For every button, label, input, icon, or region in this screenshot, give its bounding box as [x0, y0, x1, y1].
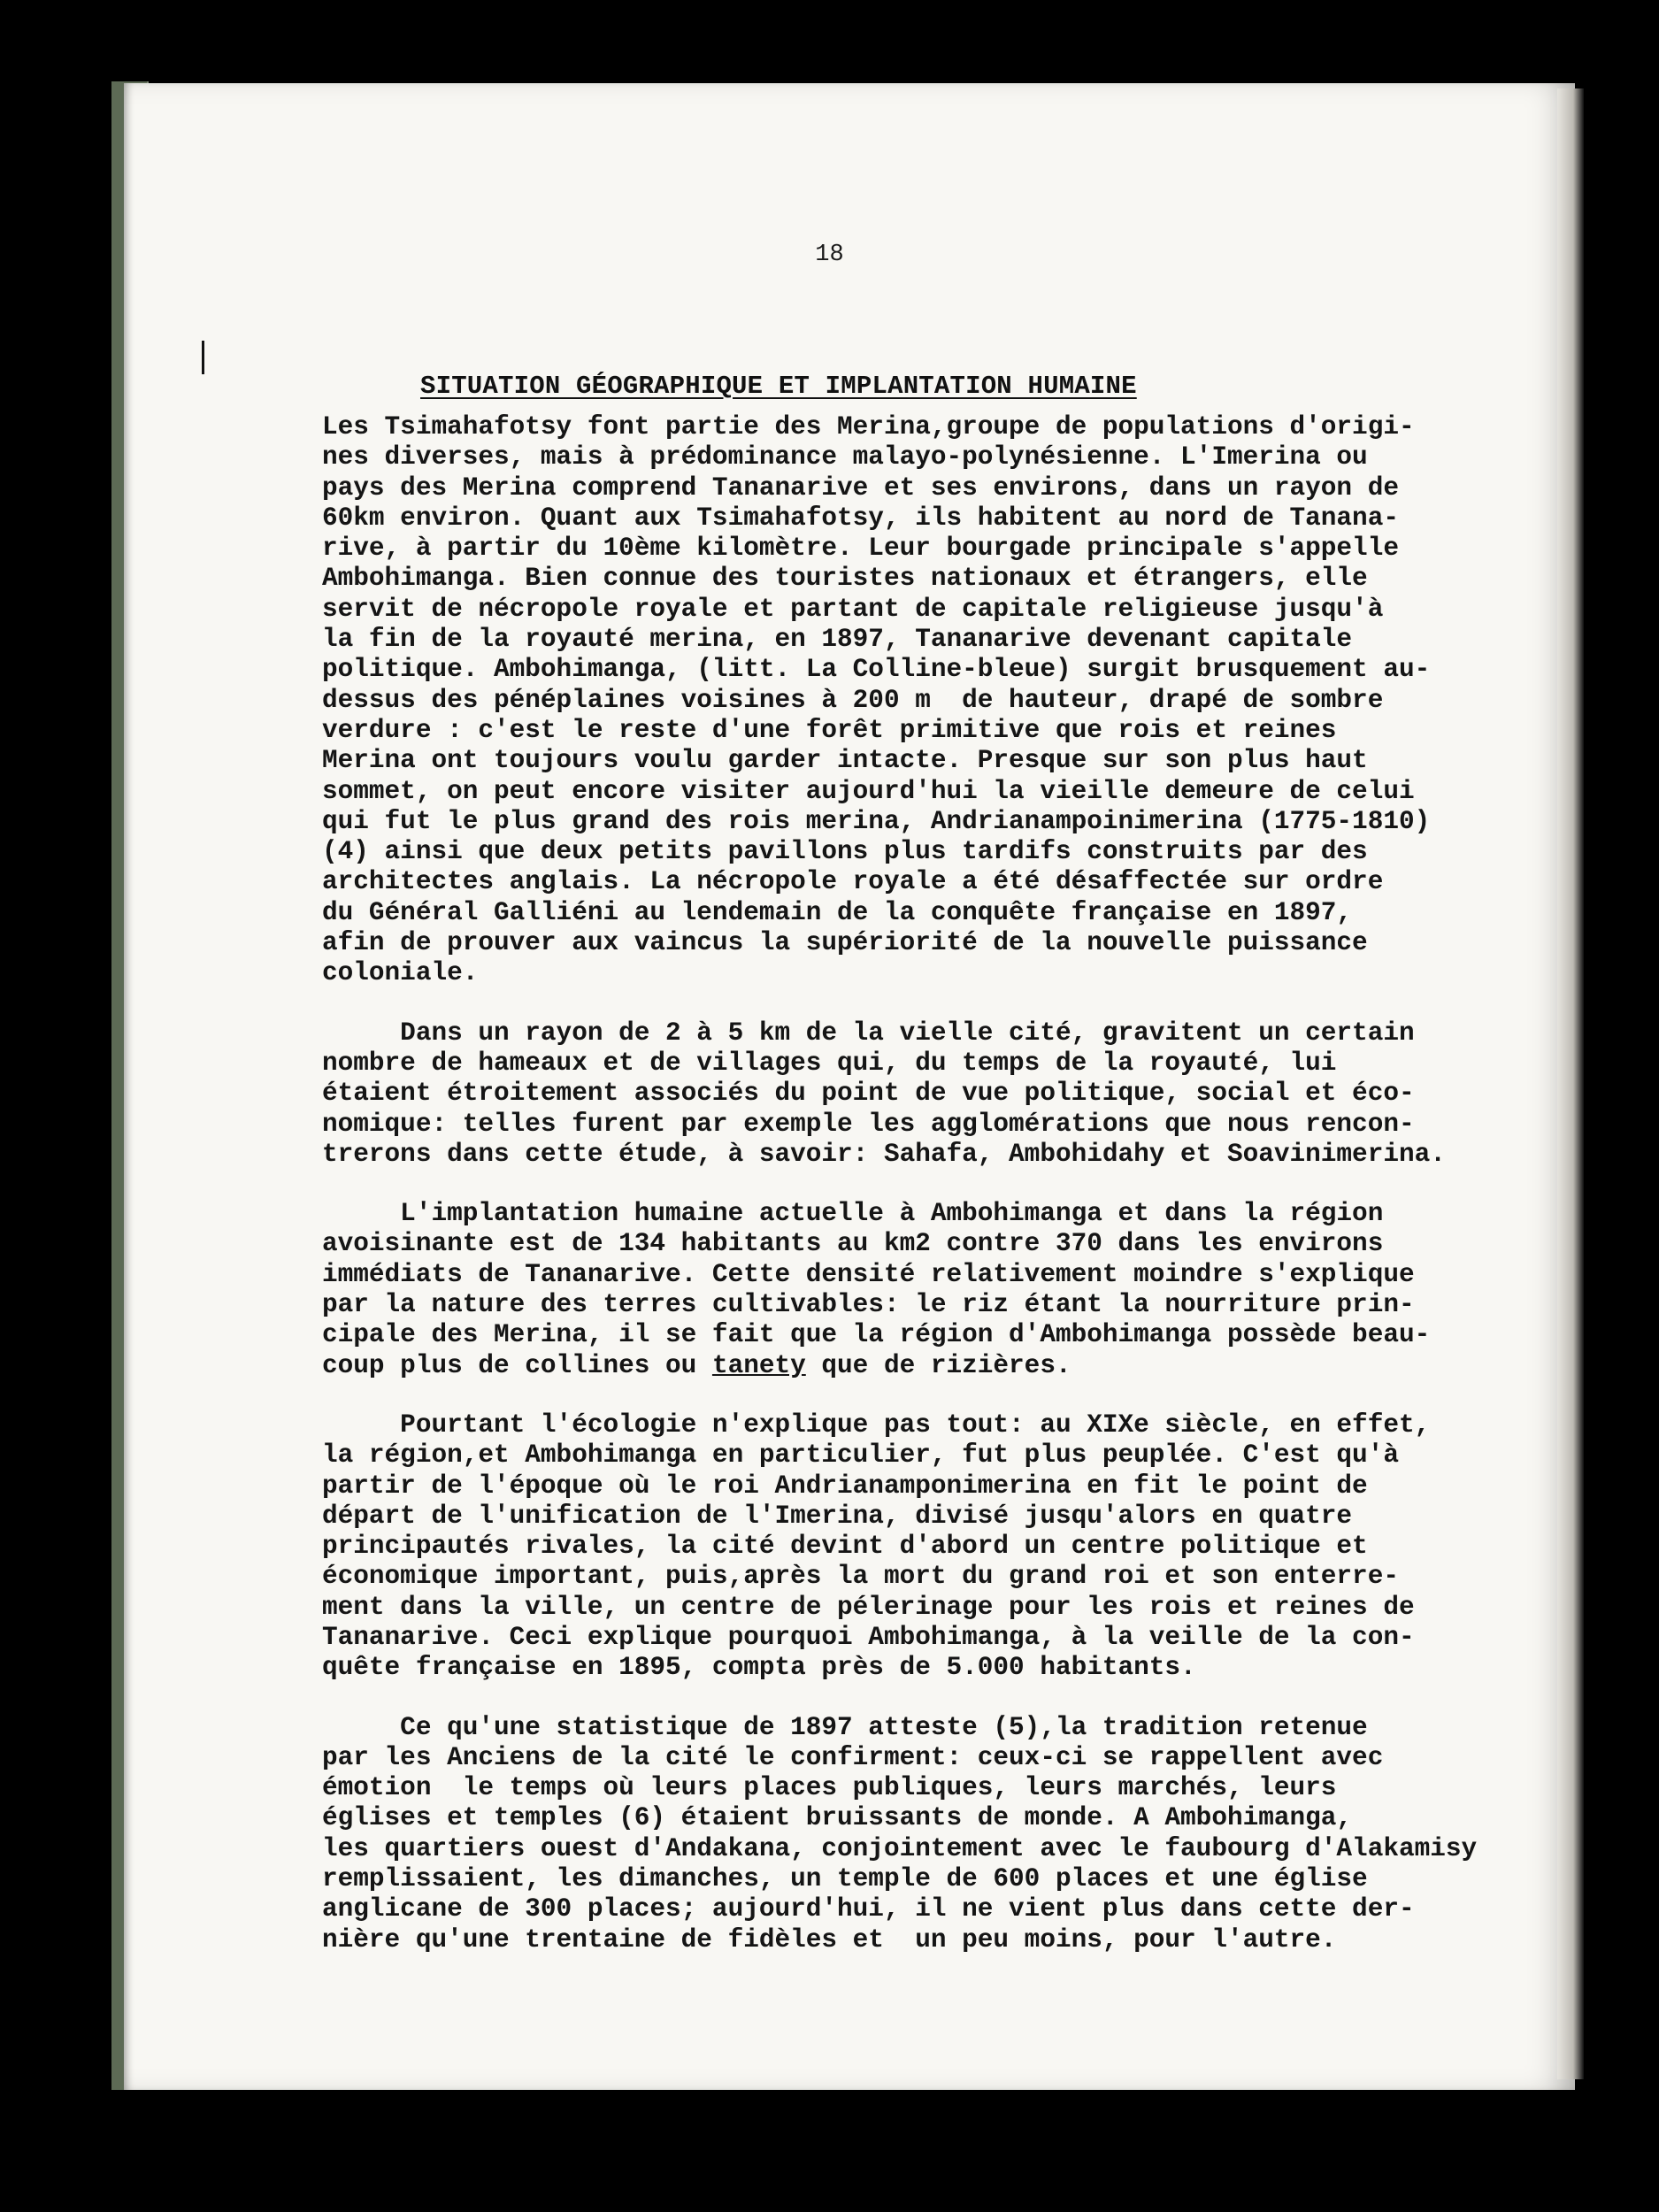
text-line: Les Tsimahafotsy font partie des Merina,groupe de populations d'origi- — [322, 412, 1415, 442]
text-line: remplissaient, les dimanches, un temple de 600 places et une église — [322, 1864, 1368, 1894]
text-line: les quartiers ouest d'Andakana, conjointement avec le faubourg d'Alakamisy — [322, 1833, 1478, 1863]
text-line: (4) ainsi que deux petits pavillons plus tardifs construits par des — [322, 837, 1368, 867]
text-line: rive, à partir du 10ème kilomètre. Leur bourgade principale s'appelle — [322, 534, 1399, 564]
text-line: Ce qu'une statistique de 1897 atteste (5),la tradition retenue — [322, 1712, 1368, 1742]
page-curl-shadow — [1557, 88, 1584, 2079]
text-line: églises et temples (6) étaient bruissants de monde. A Ambohimanga, — [322, 1803, 1353, 1833]
text-line: trerons dans cette étude, à savoir: Sahafa, Ambohidahy et Soavinimerina. — [322, 1139, 1446, 1169]
text-line: principautés rivales, la cité devint d'abord un centre politique et — [322, 1532, 1368, 1562]
margin-mark — [202, 341, 204, 374]
paragraph-3 — [322, 1199, 1472, 1381]
text-line: par la nature des terres cultivables: le riz étant la nourriture prin- — [322, 1290, 1415, 1320]
text-line: nes diverses, mais à prédominance malayo-polynésienne. L'Imerina ou — [322, 442, 1368, 472]
text-line: avoisinante est de 134 habitants au km2 contre 370 dans les environs — [322, 1229, 1384, 1259]
text-line: anglicane de 300 places; aujourd'hui, il ne vient plus dans cette der- — [322, 1894, 1415, 1924]
text-line: la région,et Ambohimanga en particulier, fut plus peuplée. C'est qu'à — [322, 1440, 1399, 1471]
text-line: qui fut le plus grand des rois merina, Andrianampoinimerina (1775-1810) — [322, 806, 1431, 836]
text-line: coup plus de collines ou tanety que de rizières. — [322, 1350, 1071, 1380]
text-line: nière qu'une trentaine de fidèles et un peu moins, pour l'autre. — [322, 1924, 1337, 1955]
page-number: 18 — [815, 242, 844, 268]
text-line: Tananarive. Ceci explique pourquoi Ambohimanga, à la veille de la con- — [322, 1622, 1415, 1652]
section-title: SITUATION GÉOGRAPHIQUE ET IMPLANTATION HUMAINE — [420, 372, 1137, 401]
text-line: économique important, puis,après la mort du grand roi et son enterre- — [322, 1562, 1399, 1592]
text-line: dessus des pénéplaines voisines à 200 m de hauteur, drapé de sombre — [322, 685, 1384, 715]
text-line: départ de l'unification de l'Imerina, divisé jusqu'alors en quatre — [322, 1501, 1353, 1531]
text-line: quête française en 1895, compta près de 5.000 habitants. — [322, 1653, 1196, 1683]
text-line: servit de nécropole royale et partant de capitale religieuse jusqu'à — [322, 594, 1384, 624]
text-line: ment dans la ville, un centre de pélerinage pour les rois et reines de — [322, 1592, 1415, 1622]
paragraph-4 — [322, 1410, 1472, 1684]
text-line: L'implantation humaine actuelle à Ambohimanga et dans la région — [322, 1199, 1384, 1229]
text-line: du Général Galliéni au lendemain de la conquête française en 1897, — [322, 897, 1353, 927]
text-line: Pourtant l'écologie n'explique pas tout: au XIXe siècle, en effet, — [322, 1409, 1431, 1440]
text-line: la fin de la royauté merina, en 1897, Tananarive devenant capitale — [322, 625, 1353, 655]
text-line: afin de prouver aux vaincus la supériorité de la nouvelle puissance — [322, 928, 1368, 958]
text-line: immédiats de Tananarive. Cette densité relativement moindre s'explique — [322, 1259, 1415, 1289]
text-line: Dans un rayon de 2 à 5 km de la vielle cité, gravitent un certain — [322, 1018, 1415, 1048]
text-line: nombre de hameaux et de villages qui, du temps de la royauté, lui — [322, 1048, 1337, 1078]
text-line: verdure : c'est le reste d'une forêt primitive que rois et reines — [322, 715, 1337, 745]
paragraph-5 — [322, 1712, 1478, 1955]
text-line: 60km environ. Quant aux Tsimahafotsy, ils habitent au nord de Tanana- — [322, 503, 1399, 533]
body-text — [322, 412, 1478, 1955]
text-line: architectes anglais. La nécropole royale a été désaffectée sur ordre — [322, 867, 1384, 897]
paragraph-1 — [322, 412, 1472, 989]
text-line: Ambohimanga. Bien connue des touristes nationaux et étrangers, elle — [322, 564, 1368, 594]
text-line: étaient étroitement associés du point de vue politique, social et éco- — [322, 1079, 1415, 1109]
text-line: sommet, on peut encore visiter aujourd'hui la vieille demeure de celui — [322, 776, 1415, 806]
text-line: coloniale. — [322, 958, 479, 988]
emphasized-word: tanety — [711, 1350, 806, 1380]
text-line: Merina ont toujours voulu garder intacte. Presque sur son plus haut — [322, 746, 1368, 776]
text-line: nomique: telles furent par exemple les agglomérations que nous rencon- — [322, 1109, 1415, 1139]
text-line: par les Anciens de la cité le confirment: ceux-ci se rappellent avec — [322, 1742, 1384, 1772]
text-line: pays des Merina comprend Tananarive et ses environs, dans un rayon de — [322, 472, 1399, 503]
text-line: politique. Ambohimanga, (litt. La Colline-bleue) surgit brusquement au- — [322, 655, 1431, 685]
text-line: émotion le temps où leurs places publiques, leurs marchés, leurs — [322, 1773, 1337, 1803]
text-line: partir de l'époque où le roi Andrianamponimerina en fit le point de — [322, 1471, 1368, 1501]
text-line: cipale des Merina, il se fait que la région d'Ambohimanga possède beau- — [322, 1320, 1431, 1350]
paragraph-2 — [322, 1018, 1472, 1170]
